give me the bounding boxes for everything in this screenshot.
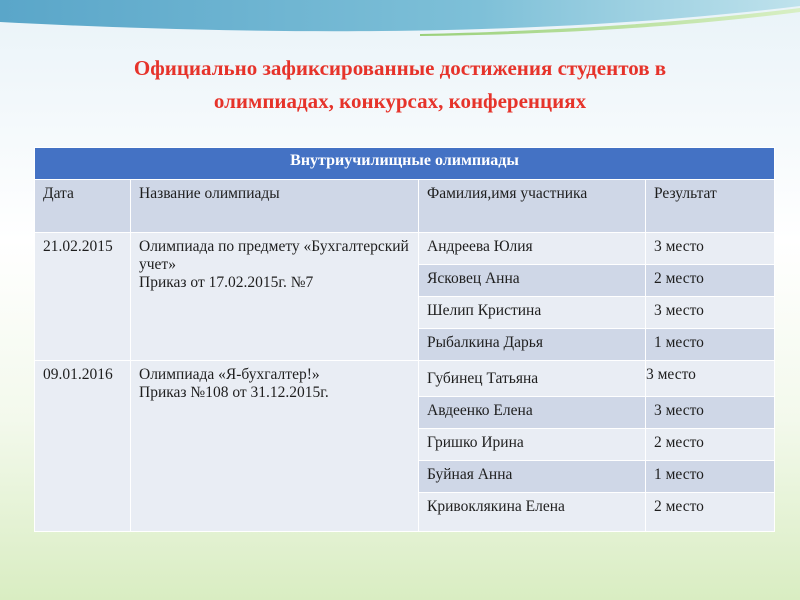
- participant-name: Буйная Анна: [419, 461, 646, 493]
- participant-result: 2 место: [646, 493, 775, 532]
- table-row: [35, 361, 775, 397]
- olympiad-cell: [131, 361, 419, 532]
- olympiad-name: Олимпиада «Я-бухгалтер!»: [139, 366, 320, 383]
- date-cell: 21.02.2015: [35, 233, 131, 361]
- participant-name: Рыбалкина Дарья: [419, 329, 646, 361]
- participant-result: 2 место: [646, 429, 775, 461]
- table-header-row: [35, 180, 775, 233]
- olympiad-order: Приказ от 17.02.2015г. №7: [139, 274, 314, 291]
- header-wave-decoration: [0, 0, 800, 40]
- participant-name: Губинец Татьяна: [419, 361, 646, 397]
- participant-result: [646, 361, 775, 397]
- table-row: [35, 233, 775, 265]
- participant-name: Авдеенко Елена: [419, 397, 646, 429]
- date-cell: 09.01.2016: [35, 361, 131, 532]
- header-date: Дата: [35, 180, 131, 233]
- header-olympiad: Название олимпиады: [131, 180, 419, 233]
- participant-name: Шелип Кристина: [419, 297, 646, 329]
- olympiad-order: Приказ №108 от 31.12.2015г.: [139, 384, 329, 401]
- table-caption: Внутриучилищные олимпиады: [35, 148, 775, 180]
- participant-result: 3 место: [646, 397, 775, 429]
- participant-name: Гришко Ирина: [419, 429, 646, 461]
- participant-result: 3 место: [646, 233, 775, 265]
- header-participant: Фамилия,имя участника: [419, 180, 646, 233]
- participant-result: 3 место: [646, 297, 775, 329]
- olympiad-name: Олимпиада по предмету «Бухгалтерский учет»: [139, 238, 409, 273]
- participant-result: 2 место: [646, 265, 775, 297]
- page-title-line-1: Официально зафиксированные достижения студентов в: [133, 56, 667, 80]
- participant-name: Андреева Юлия: [419, 233, 646, 265]
- participant-name: Кривоклякина Елена: [419, 493, 646, 532]
- participant-result-text: 3 место: [646, 366, 696, 383]
- page-title: [40, 52, 760, 118]
- participant-result: 1 место: [646, 329, 775, 361]
- header-result: Результат: [646, 180, 775, 233]
- participant-name: Ясковец Анна: [419, 265, 646, 297]
- olympiad-table: [34, 147, 775, 532]
- olympiad-cell: [131, 233, 419, 361]
- page-title-line-2: олимпиадах, конкурсах, конференциях: [213, 89, 587, 113]
- participant-result: 1 место: [646, 461, 775, 493]
